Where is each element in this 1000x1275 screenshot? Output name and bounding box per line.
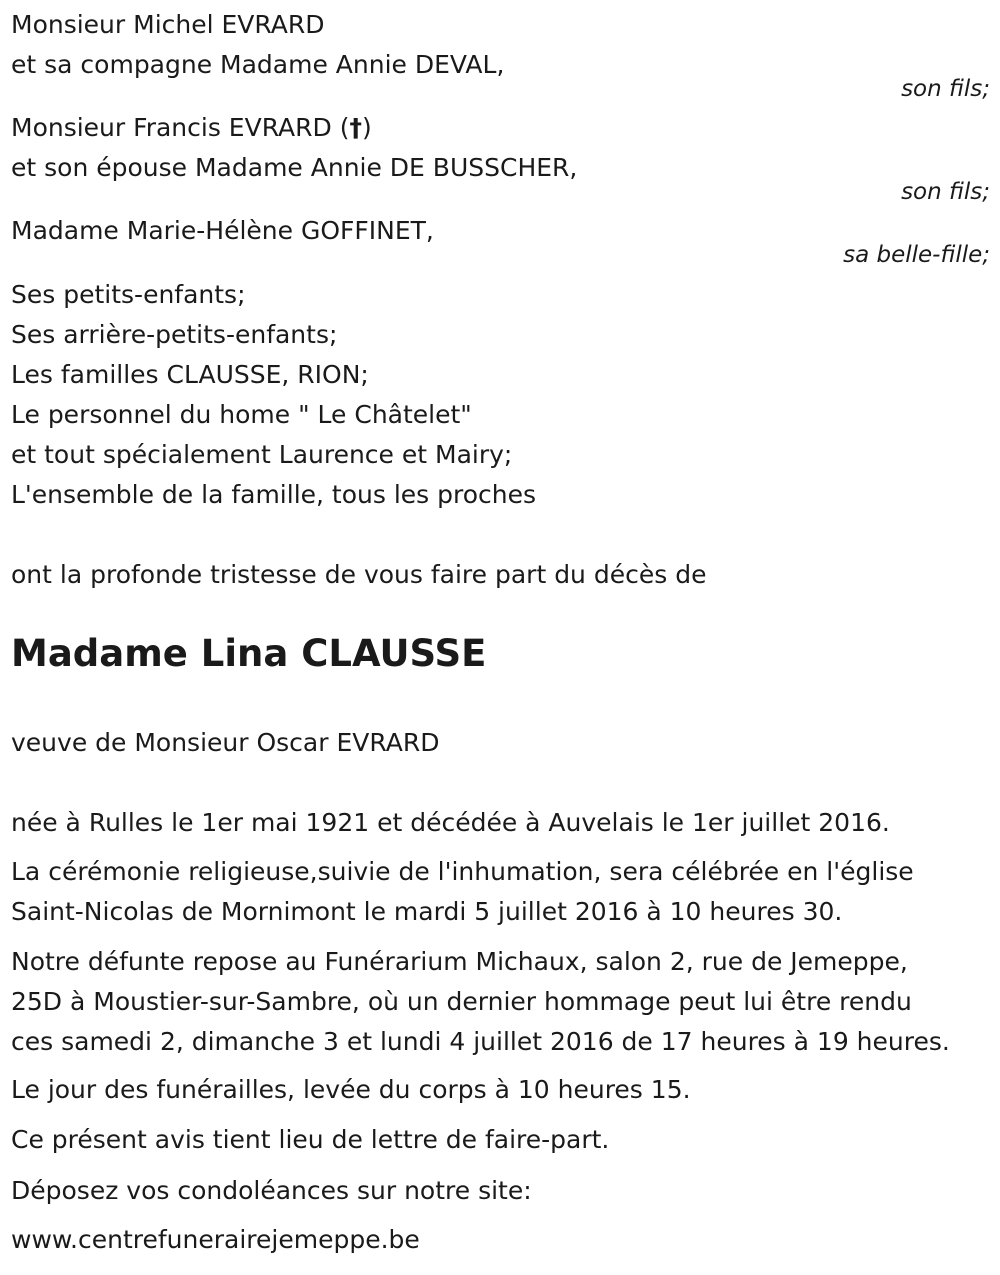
rest-line: 25D à Moustier-sur-Sambre, où un dernier hommage peut lui être rendu <box>11 987 912 1016</box>
family-line: L'ensemble de la famille, tous les proches <box>11 480 537 509</box>
francis-line-1-suffix: ) <box>361 113 372 142</box>
francis-relation: son fils; <box>901 179 990 205</box>
family-line: Ses arrière-petits-enfants; <box>11 320 338 349</box>
cross-icon: † <box>349 113 362 142</box>
ceremony-line: Saint-Nicolas de Mornimont le mardi 5 juillet 2016 à 10 heures 30. <box>11 897 843 926</box>
michel-relation: son fils; <box>901 76 990 102</box>
michel-line-1: Monsieur Michel EVRARD <box>11 10 325 39</box>
ceremony-line: La cérémonie religieuse,suivie de l'inhumation, sera célébrée en l'église <box>11 857 914 886</box>
announcement-text: ont la profonde tristesse de vous faire part du décès de <box>11 560 707 589</box>
marie-line: Madame Marie-Hélène GOFFINET, <box>11 216 434 245</box>
notice-text: Ce présent avis tient lieu de lettre de faire-part. <box>11 1125 610 1154</box>
widow-of-text: veuve de Monsieur Oscar EVRARD <box>11 728 440 757</box>
michel-line-2: et sa compagne Madame Annie DEVAL, <box>11 50 505 79</box>
rest-line: Notre défunte repose au Funérarium Michaux, salon 2, rue de Jemeppe, <box>11 947 908 976</box>
website-link[interactable]: www.centrefunerairejemeppe.be <box>11 1225 420 1254</box>
family-line: et tout spécialement Laurence et Mairy; <box>11 440 513 469</box>
francis-line-1-prefix: Monsieur Francis EVRARD ( <box>11 113 350 142</box>
marie-relation: sa belle-fille; <box>843 242 990 268</box>
family-line: Le personnel du home " Le Châtelet" <box>11 400 472 429</box>
deceased-name: Madame Lina CLAUSSE <box>11 632 487 675</box>
condolences-text: Déposez vos condoléances sur notre site: <box>11 1176 532 1205</box>
funeral-day-text: Le jour des funérailles, levée du corps à 10 heures 15. <box>11 1075 691 1104</box>
family-line: Les familles CLAUSSE, RION; <box>11 360 369 389</box>
francis-line-1 <box>11 113 372 143</box>
family-line: Ses petits-enfants; <box>11 280 246 309</box>
francis-line-2: et son épouse Madame Annie DE BUSSCHER, <box>11 153 578 182</box>
rest-line: ces samedi 2, dimanche 3 et lundi 4 juillet 2016 de 17 heures à 19 heures. <box>11 1027 950 1056</box>
birth-death-text: née à Rulles le 1er mai 1921 et décédée à Auvelais le 1er juillet 2016. <box>11 808 890 837</box>
